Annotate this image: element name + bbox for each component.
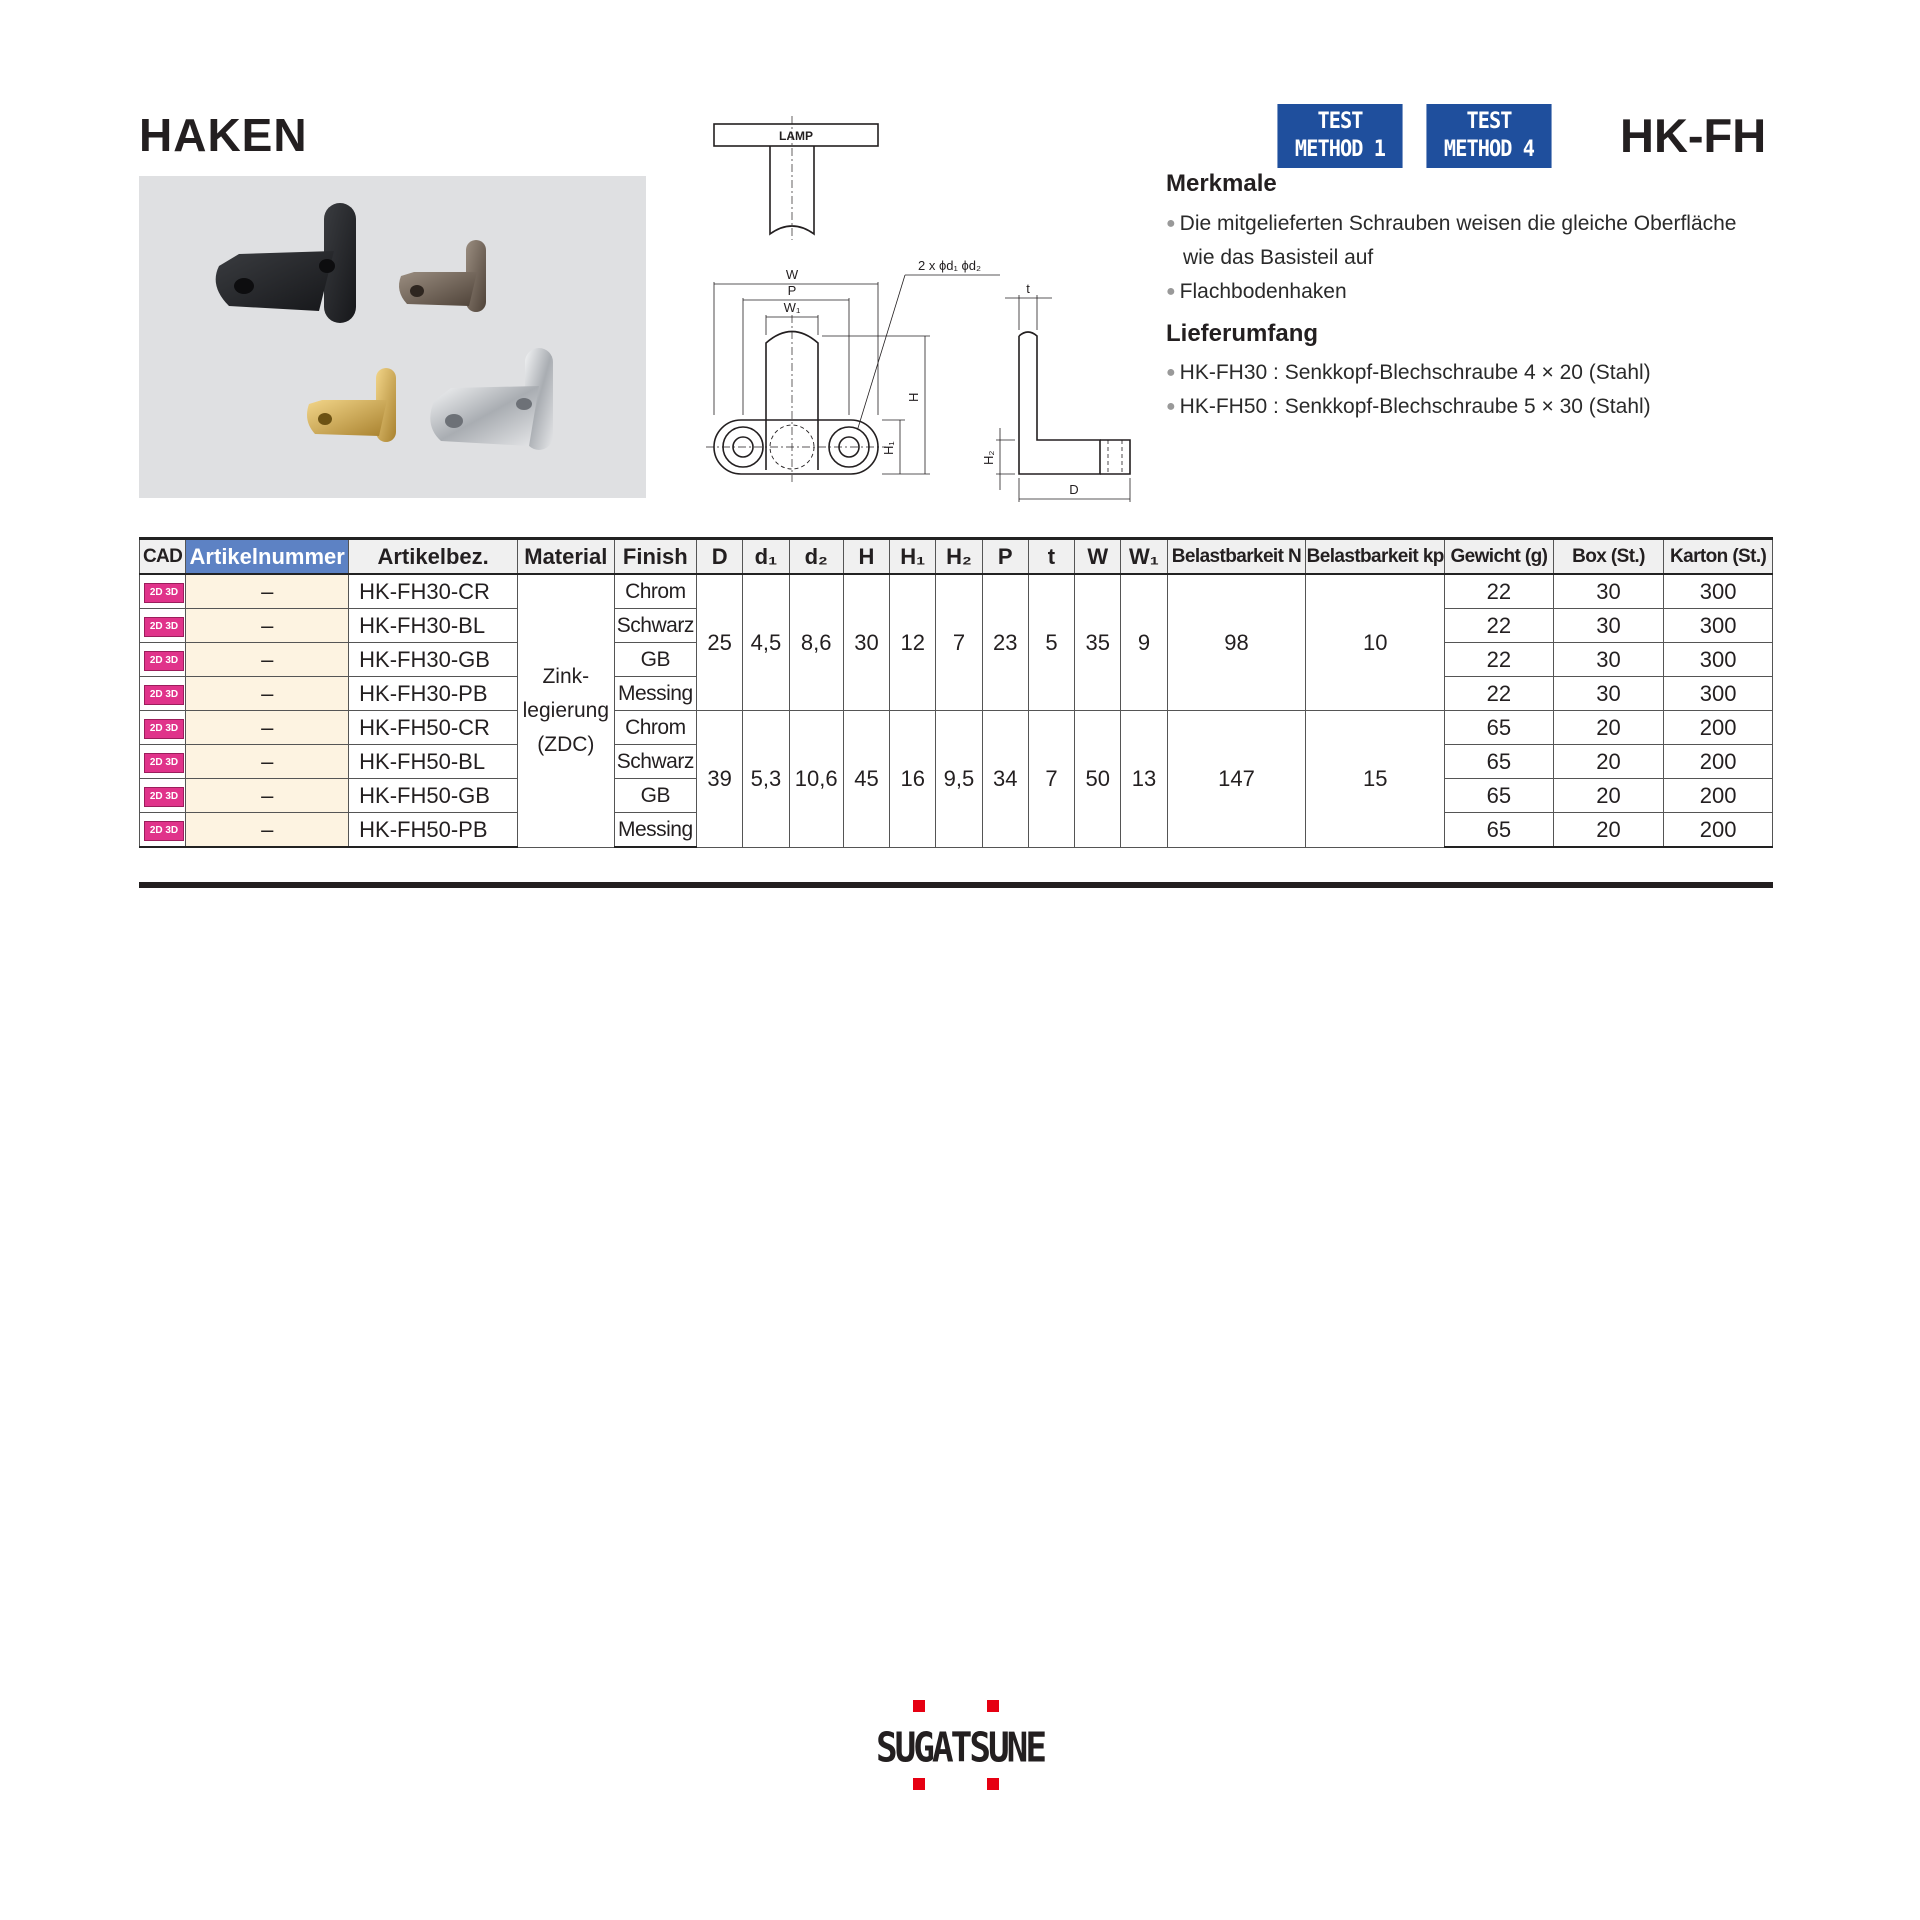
p-cell: 34 bbox=[982, 711, 1028, 848]
carton-cell: 200 bbox=[1664, 711, 1773, 745]
logo-wordmark: SUGATSUNE bbox=[875, 1724, 1045, 1773]
dim-w-label: W bbox=[785, 267, 799, 282]
dim-d-label: D bbox=[1069, 482, 1079, 497]
h1-cell: 12 bbox=[890, 574, 936, 711]
name-cell: HK-FH30-PB bbox=[349, 677, 518, 711]
h2-cell: 7 bbox=[936, 574, 982, 711]
material-cell: Zink-legierung (ZDC) bbox=[518, 574, 615, 847]
finish-cell: Chrom bbox=[614, 574, 696, 609]
finish-cell: GB bbox=[614, 643, 696, 677]
col-h1: H₁ bbox=[890, 539, 936, 575]
box-cell: 20 bbox=[1553, 745, 1664, 779]
col-w: W bbox=[1075, 539, 1121, 575]
cad-cell bbox=[140, 574, 186, 609]
sugatsune-logo bbox=[875, 1700, 1045, 1790]
cad-download-icon[interactable]: 2D 3D bbox=[144, 651, 184, 671]
dim-t-label: t bbox=[1026, 281, 1030, 296]
d1-cell: 4,5 bbox=[743, 574, 789, 711]
dim-holes-label: 2 x ϕd₁ ϕd₂ bbox=[918, 258, 982, 273]
weight-cell: 22 bbox=[1445, 677, 1554, 711]
t-cell: 5 bbox=[1028, 574, 1074, 711]
p-cell: 23 bbox=[982, 574, 1028, 711]
col-load-n: Belastbarkeit N bbox=[1167, 539, 1306, 575]
artno-cell: – bbox=[186, 745, 349, 779]
dim-h1-label: H₁ bbox=[881, 441, 896, 455]
weight-cell: 65 bbox=[1445, 711, 1554, 745]
h-cell: 45 bbox=[843, 711, 889, 848]
lamp-mark: LAMP bbox=[779, 129, 813, 143]
artno-cell: – bbox=[186, 574, 349, 609]
scope-heading: Lieferumfang bbox=[1166, 320, 1319, 347]
carton-cell: 300 bbox=[1664, 609, 1773, 643]
page-title: HAKEN bbox=[139, 109, 308, 161]
col-w1: W₁ bbox=[1121, 539, 1167, 575]
weight-cell: 65 bbox=[1445, 813, 1554, 848]
cad-download-icon[interactable]: 2D 3D bbox=[144, 685, 184, 705]
col-load-kp: Belastbarkeit kp bbox=[1306, 539, 1445, 575]
finish-cell: Messing bbox=[614, 813, 696, 848]
box-cell: 20 bbox=[1553, 779, 1664, 813]
d1-cell: 5,3 bbox=[743, 711, 789, 848]
technical-drawing bbox=[700, 110, 1150, 510]
bottom-rule bbox=[139, 882, 1773, 888]
model-code: HK-FH bbox=[1620, 109, 1767, 162]
weight-cell: 65 bbox=[1445, 779, 1554, 813]
load-n-cell: 147 bbox=[1167, 711, 1306, 848]
box-cell: 20 bbox=[1553, 813, 1664, 848]
d2-cell: 8,6 bbox=[789, 574, 843, 711]
carton-cell: 300 bbox=[1664, 677, 1773, 711]
test-method-1-badge: TEST METHOD 1 bbox=[1277, 104, 1402, 168]
col-p: P bbox=[982, 539, 1028, 575]
test-method-4-badge: TEST METHOD 4 bbox=[1426, 104, 1551, 168]
weight-cell: 22 bbox=[1445, 643, 1554, 677]
w-cell: 35 bbox=[1075, 574, 1121, 711]
d2-cell: 10,6 bbox=[789, 711, 843, 848]
col-name: Artikelbez. bbox=[349, 539, 518, 575]
t-cell: 7 bbox=[1028, 711, 1074, 848]
dim-h-label: H bbox=[906, 392, 921, 402]
col-carton: Karton (St.) bbox=[1664, 539, 1773, 575]
table-header-row bbox=[140, 539, 1773, 575]
h2-cell: 9,5 bbox=[936, 711, 982, 848]
carton-cell: 200 bbox=[1664, 813, 1773, 848]
scope-item: ● HK-FH30 : Senkkopf-Blechschraube 4 × 20 (Stahl) bbox=[1166, 361, 1651, 384]
dim-p-label: P bbox=[787, 283, 797, 298]
col-material: Material bbox=[518, 539, 615, 575]
col-h: H bbox=[843, 539, 889, 575]
feature-item-continuation: wie das Basisteil auf bbox=[1183, 246, 1374, 269]
cad-download-icon[interactable]: 2D 3D bbox=[144, 583, 184, 603]
cad-cell bbox=[140, 779, 186, 813]
artno-cell: – bbox=[186, 643, 349, 677]
name-cell: HK-FH30-BL bbox=[349, 609, 518, 643]
finish-cell: Messing bbox=[614, 677, 696, 711]
finish-cell: Chrom bbox=[614, 711, 696, 745]
name-cell: HK-FH50-BL bbox=[349, 745, 518, 779]
name-cell: HK-FH50-GB bbox=[349, 779, 518, 813]
carton-cell: 300 bbox=[1664, 574, 1773, 609]
col-d2: d₂ bbox=[789, 539, 843, 575]
features-heading: Merkmale bbox=[1166, 170, 1277, 197]
product-photo bbox=[139, 176, 646, 498]
col-d1: d₁ bbox=[743, 539, 789, 575]
cad-download-icon[interactable]: 2D 3D bbox=[144, 821, 184, 841]
carton-cell: 200 bbox=[1664, 745, 1773, 779]
col-cad: CAD bbox=[140, 539, 186, 575]
col-t: t bbox=[1028, 539, 1074, 575]
w1-cell: 9 bbox=[1121, 574, 1167, 711]
carton-cell: 300 bbox=[1664, 643, 1773, 677]
dim-h2-label: H₂ bbox=[981, 450, 996, 465]
box-cell: 30 bbox=[1553, 574, 1664, 609]
weight-cell: 65 bbox=[1445, 745, 1554, 779]
finish-cell: Schwarz bbox=[614, 609, 696, 643]
table-row bbox=[140, 574, 1773, 609]
cad-cell bbox=[140, 677, 186, 711]
cad-cell bbox=[140, 745, 186, 779]
box-cell: 20 bbox=[1553, 711, 1664, 745]
spec-table bbox=[139, 537, 1773, 848]
box-cell: 30 bbox=[1553, 609, 1664, 643]
table-row bbox=[140, 711, 1773, 745]
name-cell: HK-FH50-CR bbox=[349, 711, 518, 745]
cad-download-icon[interactable]: 2D 3D bbox=[144, 753, 184, 773]
artno-cell: – bbox=[186, 677, 349, 711]
cad-download-icon[interactable]: 2D 3D bbox=[144, 719, 184, 739]
cad-download-icon[interactable]: 2D 3D bbox=[144, 787, 184, 807]
name-cell: HK-FH30-CR bbox=[349, 574, 518, 609]
d-cell: 25 bbox=[697, 574, 743, 711]
box-cell: 30 bbox=[1553, 677, 1664, 711]
w1-cell: 13 bbox=[1121, 711, 1167, 848]
artno-cell: – bbox=[186, 711, 349, 745]
artno-cell: – bbox=[186, 609, 349, 643]
scope-item: ● HK-FH50 : Senkkopf-Blechschraube 5 × 30 (Stahl) bbox=[1166, 395, 1651, 418]
h-cell: 30 bbox=[843, 574, 889, 711]
col-artno: Artikelnummer bbox=[186, 539, 349, 575]
feature-item: ● Flachbodenhaken bbox=[1166, 280, 1347, 303]
col-finish: Finish bbox=[614, 539, 696, 575]
carton-cell: 200 bbox=[1664, 779, 1773, 813]
artno-cell: – bbox=[186, 779, 349, 813]
name-cell: HK-FH30-GB bbox=[349, 643, 518, 677]
col-weight: Gewicht (g) bbox=[1445, 539, 1554, 575]
col-h2: H₂ bbox=[936, 539, 982, 575]
load-n-cell: 98 bbox=[1167, 574, 1306, 711]
name-cell: HK-FH50-PB bbox=[349, 813, 518, 848]
cad-cell bbox=[140, 643, 186, 677]
col-d: D bbox=[697, 539, 743, 575]
cad-cell bbox=[140, 813, 186, 848]
load-kp-cell: 15 bbox=[1306, 711, 1445, 848]
w-cell: 50 bbox=[1075, 711, 1121, 848]
feature-item: ● Die mitgelieferten Schrauben weisen die gleiche Oberfläche bbox=[1166, 212, 1737, 235]
h1-cell: 16 bbox=[890, 711, 936, 848]
d-cell: 39 bbox=[697, 711, 743, 848]
artno-cell: – bbox=[186, 813, 349, 848]
weight-cell: 22 bbox=[1445, 574, 1554, 609]
col-box: Box (St.) bbox=[1553, 539, 1664, 575]
cad-download-icon[interactable]: 2D 3D bbox=[144, 617, 184, 637]
box-cell: 30 bbox=[1553, 643, 1664, 677]
dim-w1-label: W₁ bbox=[783, 300, 801, 315]
cad-cell bbox=[140, 609, 186, 643]
finish-cell: GB bbox=[614, 779, 696, 813]
finish-cell: Schwarz bbox=[614, 745, 696, 779]
load-kp-cell: 10 bbox=[1306, 574, 1445, 711]
cad-cell bbox=[140, 711, 186, 745]
weight-cell: 22 bbox=[1445, 609, 1554, 643]
